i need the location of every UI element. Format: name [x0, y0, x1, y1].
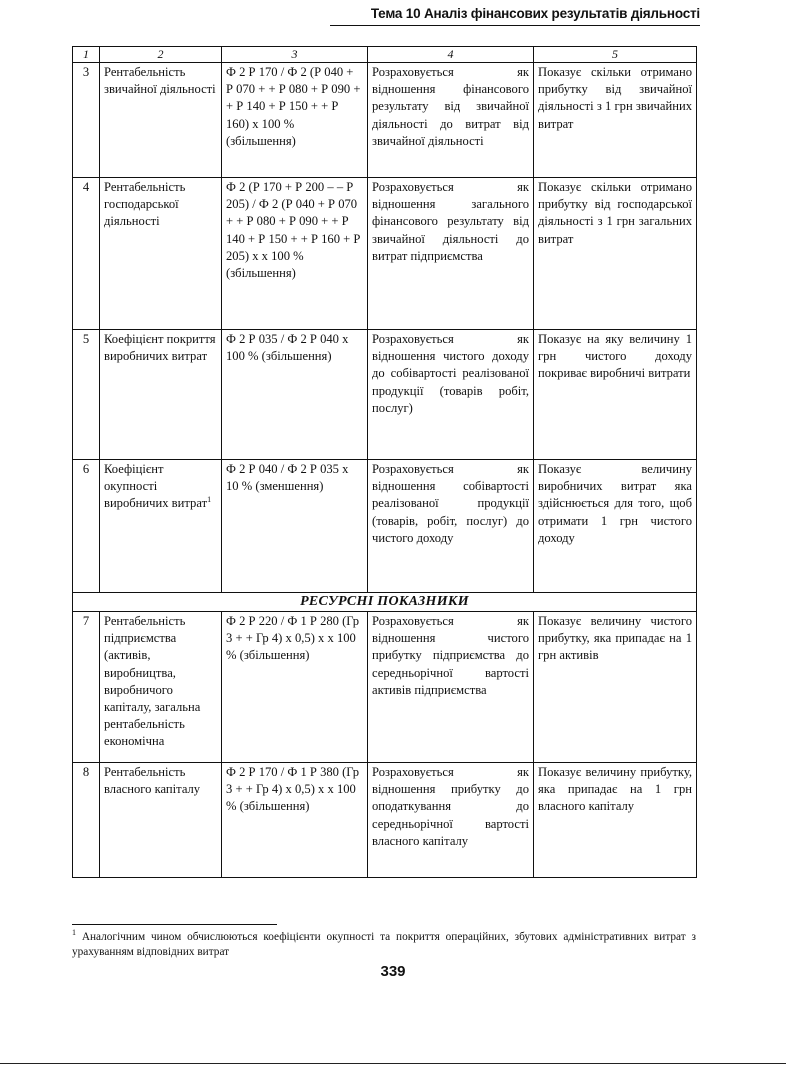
table-row	[73, 63, 697, 178]
indicator-meaning: Показує величину чистого прибутку, яка припадає на 1 грн активів	[534, 612, 697, 763]
section-title: РЕСУРСНІ ПОКАЗНИКИ	[73, 593, 697, 612]
footnote	[72, 930, 696, 960]
indicator-name: Рентабельність господарської діяльності	[100, 178, 222, 330]
indicator-formula: Ф 2 Р 220 / Ф 1 Р 280 (Гр 3 + + Гр 4) х 0,5) х х 100 % (збільшення)	[222, 612, 368, 763]
indicator-calculation: Розраховується як відношення фінансового результату від звичайної діяльності до витрат від звичайної діяльності	[368, 63, 534, 178]
indicator-meaning: Показує величину виробничих витрат яка здійснюється для того, щоб отримати 1 грн чистого доходу	[534, 460, 697, 593]
indicator-formula: Ф 2 (Р 170 + Р 200 – – Р 205) / Ф 2 (Р 040 + Р 070 + + Р 080 + Р 090 + + Р 140 + Р 150 + + Р 160 + Р 205) х х 100 % (збільшення)	[222, 178, 368, 330]
table-row	[73, 763, 697, 878]
page-bottom-rule	[0, 1063, 786, 1064]
indicator-name: Рентабельність звичайної діяльності	[100, 63, 222, 178]
table-row	[73, 330, 697, 460]
indicator-calculation: Розраховується як відношення собівартості реалізованої продукції (товарів, робіт, послуг) до чистого доходу	[368, 460, 534, 593]
row-number: 7	[73, 612, 100, 763]
indicator-calculation: Розраховується як відношення чистого доходу до собівартості реалізованої продукції (товарів робіт, послуг)	[368, 330, 534, 460]
column-header: 2	[100, 47, 222, 63]
table-row	[73, 612, 697, 763]
table-row	[73, 178, 697, 330]
column-header: 4	[368, 47, 534, 63]
header-rule	[330, 25, 700, 26]
section-header-row	[73, 593, 697, 612]
column-header: 3	[222, 47, 368, 63]
indicator-calculation: Розраховується як відношення прибутку до оподаткування до середньорічної вартості власного капіталу	[368, 763, 534, 878]
indicator-meaning: Показує скільки отримано прибутку від господарської діяльності з 1 грн загальних витрат	[534, 178, 697, 330]
indicator-name: Рентабельність підприємства (активів, виробництва, виробничого капіталу, загальна рентабельність економічна	[100, 612, 222, 763]
indicator-name: Коефіцієнт покриття виробничих витрат	[100, 330, 222, 460]
footnote-reference: 1	[207, 495, 212, 505]
indicator-formula: Ф 2 Р 040 / Ф 2 Р 035 х 10 % (зменшення)	[222, 460, 368, 593]
footnote-marker: 1	[72, 928, 76, 938]
table-header-row	[73, 47, 697, 63]
column-header: 5	[534, 47, 697, 63]
indicator-calculation: Розраховується як відношення загального фінансового результату від звичайної діяльності до витрат підприємства	[368, 178, 534, 330]
indicator-name	[100, 460, 222, 593]
row-number: 4	[73, 178, 100, 330]
indicator-name: Рентабельність власного капіталу	[100, 763, 222, 878]
indicators-table	[72, 46, 697, 878]
row-number: 3	[73, 63, 100, 178]
footnote-text: Аналогічним чином обчислюються коефіцієнти окупності та покриття операційних, збутових адміністративних витрат з урахуванням відповідних витрат	[72, 931, 696, 958]
row-number: 6	[73, 460, 100, 593]
indicator-name-text: Коефіцієнт окупності виробничих витрат	[104, 462, 208, 511]
page-number: 339	[380, 963, 406, 980]
indicator-formula: Ф 2 Р 170 / Ф 1 Р 380 (Гр 3 + + Гр 4) х 0,5) х х 100 % (збільшення)	[222, 763, 368, 878]
indicator-meaning: Показує скільки отримано прибутку від звичайної діяльності з 1 грн звичайних витрат	[534, 63, 697, 178]
column-header: 1	[73, 47, 100, 63]
footnote-rule	[72, 924, 277, 925]
indicator-meaning: Показує величину прибутку, яка припадає на 1 грн власного капіталу	[534, 763, 697, 878]
indicator-formula: Ф 2 Р 035 / Ф 2 Р 040 х 100 % (збільшення)	[222, 330, 368, 460]
row-number: 5	[73, 330, 100, 460]
running-head: Тема 10 Аналіз фінансових результатів діяльності	[370, 6, 700, 21]
row-number: 8	[73, 763, 100, 878]
table-row	[73, 460, 697, 593]
indicator-meaning: Показує на яку величину 1 грн чистого доходу покриває виробничі витрати	[534, 330, 697, 460]
indicator-formula: Ф 2 Р 170 / Ф 2 (Р 040 + Р 070 + + Р 080 + Р 090 + + Р 140 + Р 150 + + Р 160) х 100 % (збільшення)	[222, 63, 368, 178]
indicator-calculation: Розраховується як відношення чистого прибутку підприємства до середньорічної вартості активів підприємства	[368, 612, 534, 763]
